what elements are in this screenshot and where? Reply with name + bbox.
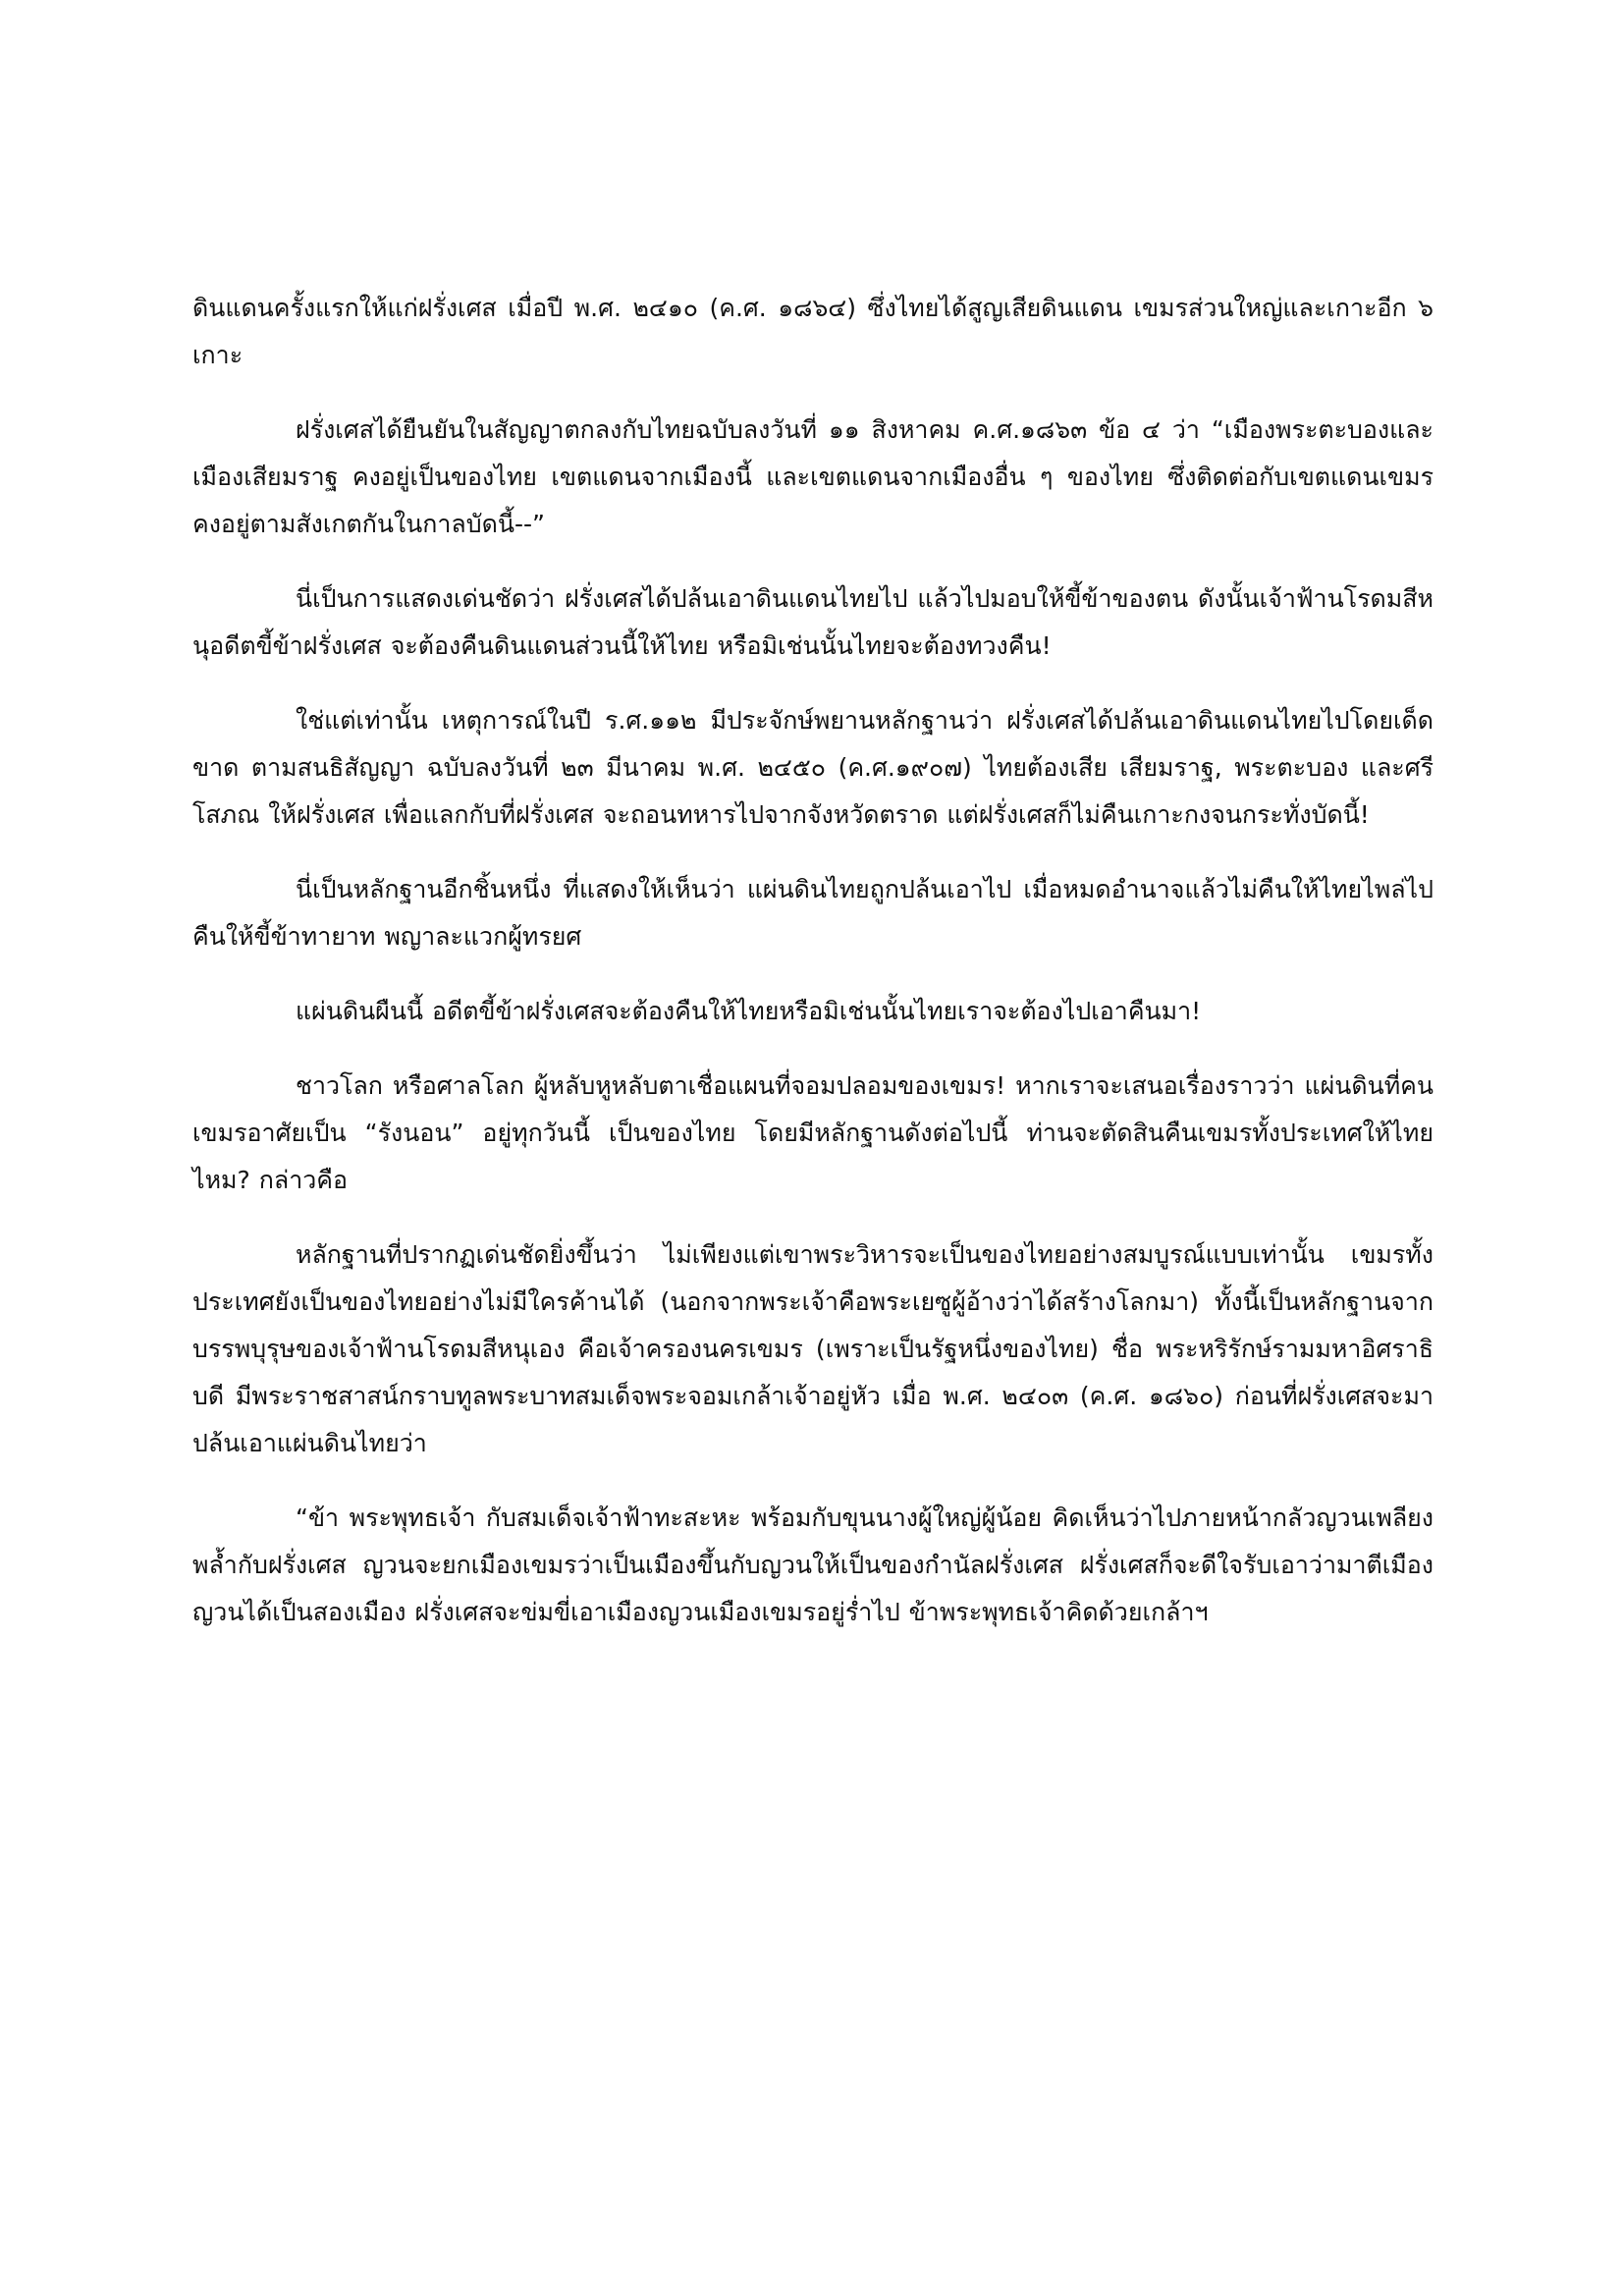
paragraph-4: ใช่แต่เท่านั้น เหตุการณ์ในปี ร.ศ.๑๑๒ มีประจักษ์พยานหลักฐานว่า ฝรั่งเศสได้ปล้นเอาดินแดนไทยไปโดยเด็ดขาด ตามสนธิสัญญา ฉบับลงวันที่ ๒๓ มีนาคม พ.ศ. ๒๔๕๐ (ค.ศ.๑๙๐๗) ไทยต้องเสีย เสียมราฐ, พระตะบอง และศรีโสภณ ให้ฝรั่งเศส เพื่อแลกกับที่ฝรั่งเศส จะถอนทหารไปจากจังหวัดตราด แต่ฝรั่งเศสก็ไม่คืนเกาะกงจนกระทั่งบัดนี้! bbox=[192, 706, 1434, 829]
paragraph-1: ดินแดนครั้งแรกให้แก่ฝรั่งเศส เมื่อปี พ.ศ. ๒๔๑๐ (ค.ศ. ๑๘๖๔) ซึ่งไทยได้สูญเสียดินแดน เขมรส่วนใหญ่และเกาะอีก ๖ เกาะ bbox=[192, 294, 1434, 369]
paragraph-7: ชาวโลก หรือศาลโลก ผู้หลับหูหลับตาเชื่อแผนที่จอมปลอมของเขมร! หากเราจะเสนอเรื่องราวว่า แผ่นดินที่คนเขมรอาศัยเป็น “รังนอน” อยู่ทุกวันนี้ เป็นของไทย โดยมีหลักฐานดังต่อไปนี้ ท่านจะตัดสินคืนเขมรทั้งประเทศให้ไทยไหม? กล่าวคือ bbox=[192, 1071, 1434, 1194]
paragraph-9: “ข้า พระพุทธเจ้า กับสมเด็จเจ้าฟ้าทะสะหะ พร้อมกับขุนนางผู้ใหญ่ผู้น้อย คิดเห็นว่าไปภายหน้ากลัวญวนเพลียงพล้ำกับฝรั่งเศส ญวนจะยกเมืองเขมรว่าเป็นเมืองขึ้นกับญวนให้เป็นของกำนัลฝรั่งเศส ฝรั่งเศสก็จะดีใจรับเอาว่ามาตีเมืองญวนได้เป็นสองเมือง ฝรั่งเศสจะข่มขี่เอาเมืองญวนเมืองเขมรอยู่ร่ำไป ข้าพระพุทธเจ้าคิดด้วยเกล้าฯ bbox=[192, 1503, 1434, 1626]
paragraph-6: แผ่นดินผืนนี้ อดีตขี้ข้าฝรั่งเศสจะต้องคืนให้ไทยหรือมิเช่นนั้นไทยเราจะต้องไปเอาคืนมา! bbox=[296, 997, 1202, 1025]
paragraph-5: นี่เป็นหลักฐานอีกชิ้นหนึ่ง ที่แสดงให้เห็นว่า แผ่นดินไทยถูกปล้นเอาไป เมื่อหมดอำนาจแล้วไม่คืนให้ไทยไพล่ไปคืนให้ขี้ข้าทายาท พญาละแวกผู้ทรยศ bbox=[192, 875, 1434, 951]
paragraph-3: นี่เป็นการแสดงเด่นชัดว่า ฝรั่งเศสได้ปล้นเอาดินแดนไทยไป แล้วไปมอบให้ขี้ข้าของตน ดังนั้นเจ้าฟ้านโรดมสีหนุอดีตขี้ข้าฝรั่งเศส จะต้องคืนดินแดนส่วนนี้ให้ไทย หรือมิเช่นนั้นไทยจะต้องทวงคืน! bbox=[192, 584, 1434, 660]
document-body bbox=[192, 285, 1434, 1636]
paragraph-8: หลักฐานที่ปรากฏเด่นชัดยิ่งขึ้นว่า ไม่เพียงแต่เขาพระวิหารจะเป็นของไทยอย่างสมบูรณ์แบบเท่านั้น เขมรทั้งประเทศยังเป็นของไทยอย่างไม่มีใครค้านได้ (นอกจากพระเจ้าคือพระเยซูผู้อ้างว่าได้สร้างโลกมา) ทั้งนี้เป็นหลักฐานจากบรรพบุรุษของเจ้าฟ้านโรดมสีหนุเอง คือเจ้าครองนครเขมร (เพราะเป็นรัฐหนึ่งของไทย) ชื่อ พระหริรักษ์รามมหาอิศราธิบดี มีพระราชสาสน์กราบทูลพระบาทสมเด็จพระจอมเกล้าเจ้าอยู่หัว เมื่อ พ.ศ. ๒๔๐๓ (ค.ศ. ๑๘๖๐) ก่อนที่ฝรั่งเศสจะมาปล้นเอาแผ่นดินไทยว่า bbox=[192, 1240, 1434, 1457]
paragraph-2: ฝรั่งเศสได้ยืนยันในสัญญาตกลงกับไทยฉบับลงวันที่ ๑๑ สิงหาคม ค.ศ.๑๘๖๓ ข้อ ๔ ว่า “เมืองพระตะบองและเมืองเสียมราฐ คงอยู่เป็นของไทย เขตแดนจากเมืองนี้ และเขตแดนจากเมืองอื่น ๆ ของไทย ซึ่งติดต่อกับเขตแดนเขมร คงอยู่ตามสังเกตกันในกาลบัดนี้--” bbox=[192, 415, 1434, 538]
